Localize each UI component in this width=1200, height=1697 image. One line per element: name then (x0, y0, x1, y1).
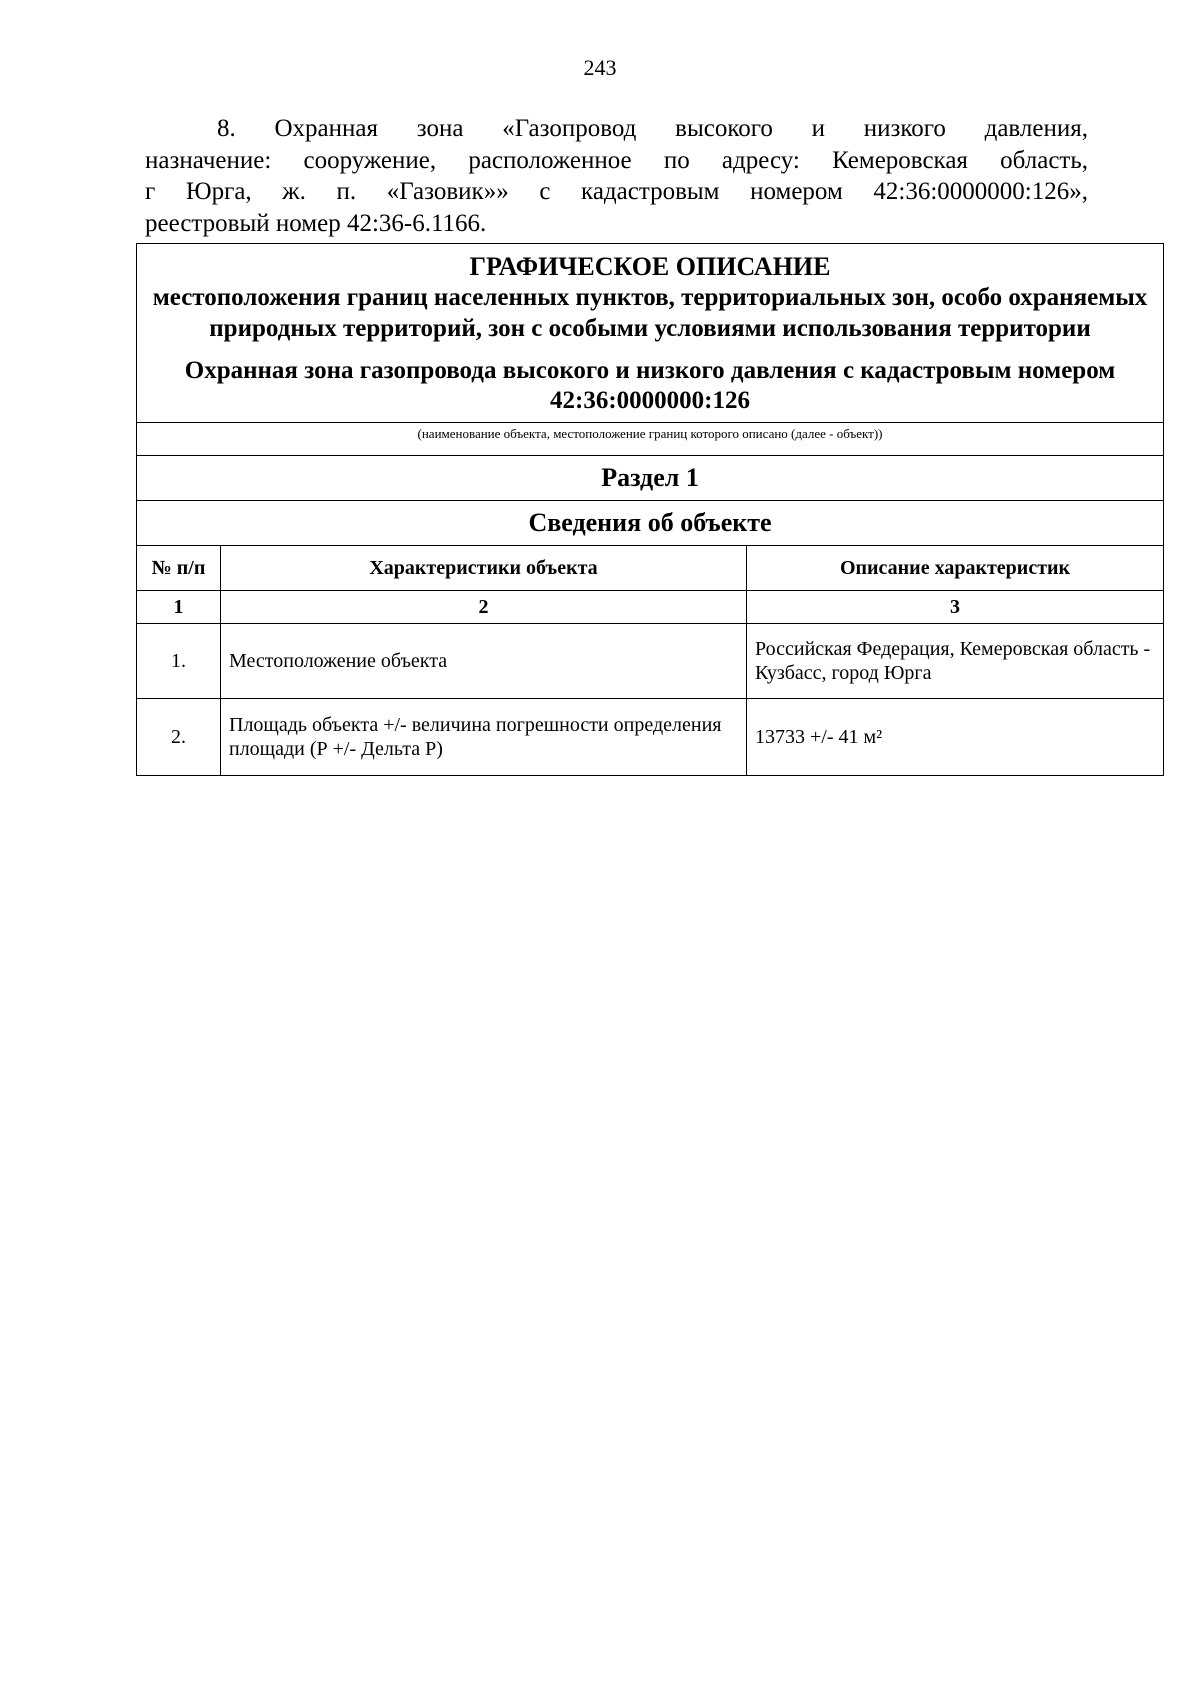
row-characteristic: Местоположение объекта (221, 624, 747, 699)
document-header (137, 244, 1164, 423)
intro-line-1: 8. Охранная зона «Газопровод высокого и низкого давления, (217, 115, 1088, 142)
row-characteristic: Площадь объекта +/- величина погрешности определения площади (Р +/- Дельта Р) (221, 699, 747, 776)
row-index: 1. (137, 624, 221, 699)
column-header: Описание характеристик (747, 546, 1164, 591)
column-number: 2 (221, 591, 747, 624)
row-index: 2. (137, 699, 221, 776)
row-description: 13733 +/- 41 м² (747, 699, 1164, 776)
row-description: Российская Федерация, Кемеровская область - Кузбасс, город Юрга (747, 624, 1164, 699)
graphic-description-table (136, 243, 1164, 776)
table-row (137, 699, 1164, 776)
column-header: Характеристики объекта (221, 546, 747, 591)
section-title: Раздел 1 (137, 456, 1164, 501)
object-caption: (наименование объекта, местоположение границ которого описано (далее - объект)) (137, 423, 1164, 456)
page-number: 243 (583, 55, 617, 80)
intro-line-3: г Юрга, ж. п. «Газовик»» с кадастровым номером 42:36:0000000:126», (145, 178, 1088, 205)
intro-line-2: назначение: сооружение, расположенное по адресу: Кемеровская область, (145, 146, 1088, 174)
table-header-row (137, 546, 1164, 591)
intro-paragraph (145, 113, 1088, 239)
document-title: ГРАФИЧЕСКОЕ ОПИСАНИЕ (469, 252, 831, 281)
intro-line-4: реестровый номер 42:36-6.1166. (145, 209, 487, 237)
object-name: Охранная зона газопровода высокого и низкого давления с кадастровым номером 42:36:0000000:126 (184, 357, 1116, 414)
column-header: № п/п (137, 546, 221, 591)
table-row (137, 624, 1164, 699)
document-subtitle: местоположения границ населенных пунктов, территориальных зон, особо охраняемых природных территорий, зон с особыми условиями использования территории (152, 284, 1148, 342)
section-subtitle: Сведения об объекте (137, 501, 1164, 546)
column-number: 1 (137, 591, 221, 624)
column-number-row (137, 591, 1164, 624)
column-number: 3 (747, 591, 1164, 624)
